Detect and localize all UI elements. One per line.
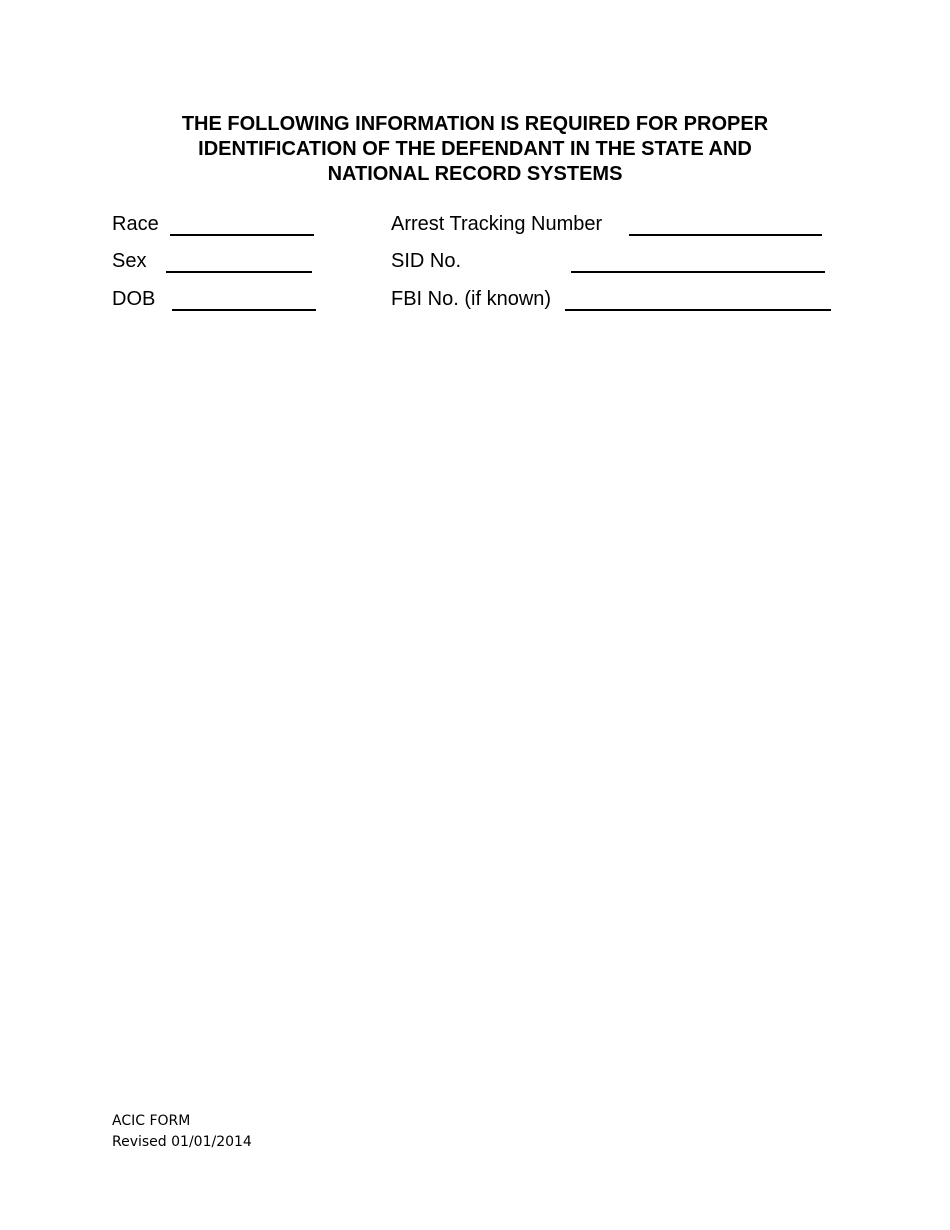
- dob-field: [112, 287, 155, 311]
- form-heading: [110, 112, 840, 187]
- dob-label: DOB: [112, 288, 156, 310]
- sid-no-field: [391, 249, 461, 273]
- race-field: [112, 212, 159, 236]
- footer-revised-date: Revised 01/01/2014: [112, 1134, 252, 1150]
- form-footer: [112, 1111, 252, 1153]
- heading-line-3: NATIONAL RECORD SYSTEMS: [327, 163, 623, 185]
- heading-line-2: IDENTIFICATION OF THE DEFENDANT IN THE STATE AND: [198, 138, 752, 160]
- footer-form-name: ACIC FORM: [112, 1113, 191, 1129]
- fbi-no-field: [391, 287, 551, 311]
- fbi-no-label: FBI No. (if known): [391, 288, 552, 310]
- arrest-tracking-number-label: Arrest Tracking Number: [391, 213, 603, 235]
- sex-blank-line[interactable]: [166, 271, 312, 273]
- fbi-no-blank-line[interactable]: [565, 309, 831, 311]
- dob-blank-line[interactable]: [172, 309, 316, 311]
- sid-no-label: SID No.: [391, 250, 462, 272]
- sid-no-blank-line[interactable]: [571, 271, 825, 273]
- race-label: Race: [112, 213, 159, 235]
- sex-field: [112, 249, 146, 273]
- sex-label: Sex: [112, 250, 147, 272]
- arrest-tracking-number-field: [391, 212, 602, 236]
- heading-line-1: THE FOLLOWING INFORMATION IS REQUIRED FOR PROPER: [181, 113, 769, 135]
- race-blank-line[interactable]: [170, 234, 314, 236]
- arrest-tracking-number-blank-line[interactable]: [629, 234, 822, 236]
